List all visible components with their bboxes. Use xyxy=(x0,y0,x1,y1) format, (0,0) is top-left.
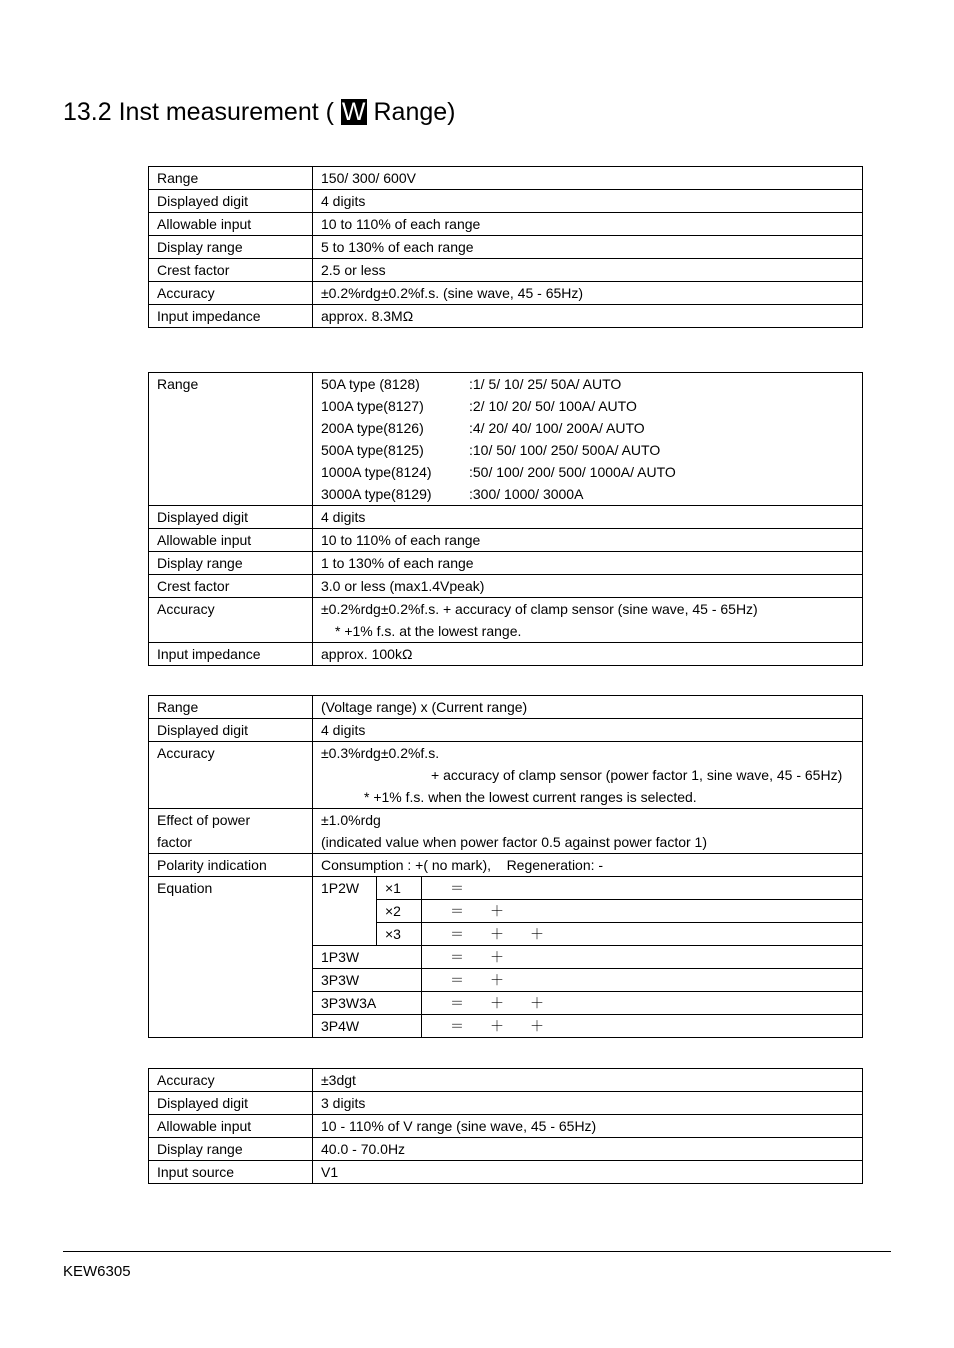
row-label: Input source xyxy=(149,1161,313,1184)
row-label: Allowable input xyxy=(149,529,313,552)
eq-formula: ＝ ＋ xyxy=(422,900,863,923)
row-value: approx. 100kΩ xyxy=(313,643,863,666)
row-label: Accuracy xyxy=(149,1069,313,1092)
eq-multiplier: ×3 xyxy=(377,923,422,946)
eq-formula: ＝ ＋ ＋ xyxy=(422,1015,863,1038)
frequency-spec-table xyxy=(148,1068,863,1184)
table-row xyxy=(149,1092,863,1115)
row-value: 40.0 - 70.0Hz xyxy=(313,1138,863,1161)
page-title xyxy=(63,95,455,129)
range-line: 3000A type(8129) :300/ 1000/ 3000A xyxy=(321,486,584,502)
accuracy-note: * +1% f.s. when the lowest current ranges is selected. xyxy=(364,789,697,805)
table-row xyxy=(149,1161,863,1184)
row-value: (Voltage range) x (Current range) xyxy=(313,696,863,719)
table-row xyxy=(149,1138,863,1161)
title-prefix: 13.2 Inst measurement ( xyxy=(63,98,334,126)
row-label: Equation xyxy=(149,877,313,1038)
range-line: 100A type(8127) :2/ 10/ 20/ 50/ 100A/ AUTO xyxy=(321,398,637,414)
row-value: 4 digits xyxy=(313,506,863,529)
range-line: 500A type(8125) :10/ 50/ 100/ 250/ 500A/ AUTO xyxy=(321,442,661,458)
eq-formula: ＝ ＋ ＋ xyxy=(422,992,863,1015)
table-row xyxy=(149,1115,863,1138)
title-suffix: Range) xyxy=(373,98,456,126)
row-value: 10 to 110% of each range xyxy=(313,213,863,236)
row-label: Displayed digit xyxy=(149,506,313,529)
row-label: Range xyxy=(149,167,313,190)
power-spec-table xyxy=(148,695,863,1038)
row-value: V1 xyxy=(313,1161,863,1184)
row-label: Input impedance xyxy=(149,643,313,666)
table-row xyxy=(149,167,863,190)
accuracy-line: ±0.3%rdg±0.2%f.s. xyxy=(321,745,440,761)
pf-note: (indicated value when power factor 0.5 against power factor 1) xyxy=(321,834,707,850)
range-line: 200A type(8126) :4/ 20/ 40/ 100/ 200A/ AUTO xyxy=(321,420,645,436)
row-label: Accuracy xyxy=(149,742,313,809)
row-label: Effect of power factor xyxy=(149,809,313,854)
footer-model: KEW6305 xyxy=(63,1263,131,1280)
table-row xyxy=(149,877,863,1038)
row-value: approx. 8.3MΩ xyxy=(313,305,863,328)
table-row xyxy=(149,643,863,666)
row-value xyxy=(313,742,863,809)
row-label: Allowable input xyxy=(149,213,313,236)
row-label: Display range xyxy=(149,236,313,259)
table-row xyxy=(149,742,863,809)
range-line: 1000A type(8124) :50/ 100/ 200/ 500/ 1000A/ AUTO xyxy=(321,464,676,480)
row-label: Polarity indication xyxy=(149,854,313,877)
current-spec-table xyxy=(148,372,863,666)
row-value: 3.0 or less (max1.4Vpeak) xyxy=(313,575,863,598)
voltage-spec-table xyxy=(148,166,863,328)
row-label: Allowable input xyxy=(149,1115,313,1138)
row-label: Displayed digit xyxy=(149,719,313,742)
row-value: 3 digits xyxy=(313,1092,863,1115)
row-value: Consumption : +( no mark), Regeneration: - xyxy=(313,854,863,877)
row-value xyxy=(313,598,863,643)
eq-multiplier: ×1 xyxy=(377,877,422,900)
table-row xyxy=(149,529,863,552)
eq-formula: ＝ ＋ ＋ xyxy=(422,923,863,946)
footer-divider xyxy=(63,1251,891,1252)
eq-system: 3P3W xyxy=(313,969,422,992)
eq-system: 3P4W xyxy=(313,1015,422,1038)
table-row xyxy=(149,305,863,328)
table-row xyxy=(149,259,863,282)
row-label: Display range xyxy=(149,1138,313,1161)
row-label: Displayed digit xyxy=(149,1092,313,1115)
table-row xyxy=(149,854,863,877)
row-value: ±3dgt xyxy=(313,1069,863,1092)
eq-system: 1P2W xyxy=(313,877,377,946)
eq-formula: ＝ ＋ xyxy=(422,969,863,992)
eq-formula: ＝ xyxy=(422,877,863,900)
accuracy-line: + accuracy of clamp sensor (power factor 1, sine wave, 45 - 65Hz) xyxy=(431,767,843,783)
eq-formula: ＝ ＋ xyxy=(422,946,863,969)
table-row xyxy=(149,696,863,719)
table-row xyxy=(149,282,863,305)
row-label: Input impedance xyxy=(149,305,313,328)
row-label: Range xyxy=(149,696,313,719)
table-row xyxy=(149,1069,863,1092)
table-row xyxy=(149,719,863,742)
table-row xyxy=(149,190,863,213)
row-label: Displayed digit xyxy=(149,190,313,213)
table-row xyxy=(149,598,863,643)
pf-line: ±1.0%rdg xyxy=(321,812,381,828)
range-list xyxy=(313,373,863,506)
table-row xyxy=(149,809,863,854)
row-label: Range xyxy=(149,373,313,506)
title-w-box: W xyxy=(341,98,366,126)
table-row xyxy=(149,552,863,575)
row-value: 4 digits xyxy=(313,190,863,213)
row-value: 150/ 300/ 600V xyxy=(313,167,863,190)
row-value: 1 to 130% of each range xyxy=(313,552,863,575)
row-value: 2.5 or less xyxy=(313,259,863,282)
row-value: 4 digits xyxy=(313,719,863,742)
eq-system: 1P3W xyxy=(313,946,422,969)
table-row xyxy=(149,236,863,259)
row-value: ±0.2%rdg±0.2%f.s. (sine wave, 45 - 65Hz) xyxy=(313,282,863,305)
row-value xyxy=(313,809,863,854)
table-row xyxy=(149,506,863,529)
table-row xyxy=(149,213,863,236)
row-label: Crest factor xyxy=(149,575,313,598)
row-value: 10 to 110% of each range xyxy=(313,529,863,552)
table-row xyxy=(149,575,863,598)
row-value: 5 to 130% of each range xyxy=(313,236,863,259)
eq-system: 3P3W3A xyxy=(313,992,422,1015)
row-label: Crest factor xyxy=(149,259,313,282)
range-line: 50A type (8128) :1/ 5/ 10/ 25/ 50A/ AUTO xyxy=(321,376,622,392)
table-row xyxy=(149,373,863,506)
row-label: Display range xyxy=(149,552,313,575)
accuracy-note: * +1% f.s. at the lowest range. xyxy=(335,623,522,639)
eq-multiplier: ×2 xyxy=(377,900,422,923)
row-value: 10 - 110% of V range (sine wave, 45 - 65Hz) xyxy=(313,1115,863,1138)
row-label: Accuracy xyxy=(149,282,313,305)
accuracy-line: ±0.2%rdg±0.2%f.s. + accuracy of clamp sensor (sine wave, 45 - 65Hz) xyxy=(321,601,758,617)
equation-grid xyxy=(313,877,863,1038)
row-label: Accuracy xyxy=(149,598,313,643)
